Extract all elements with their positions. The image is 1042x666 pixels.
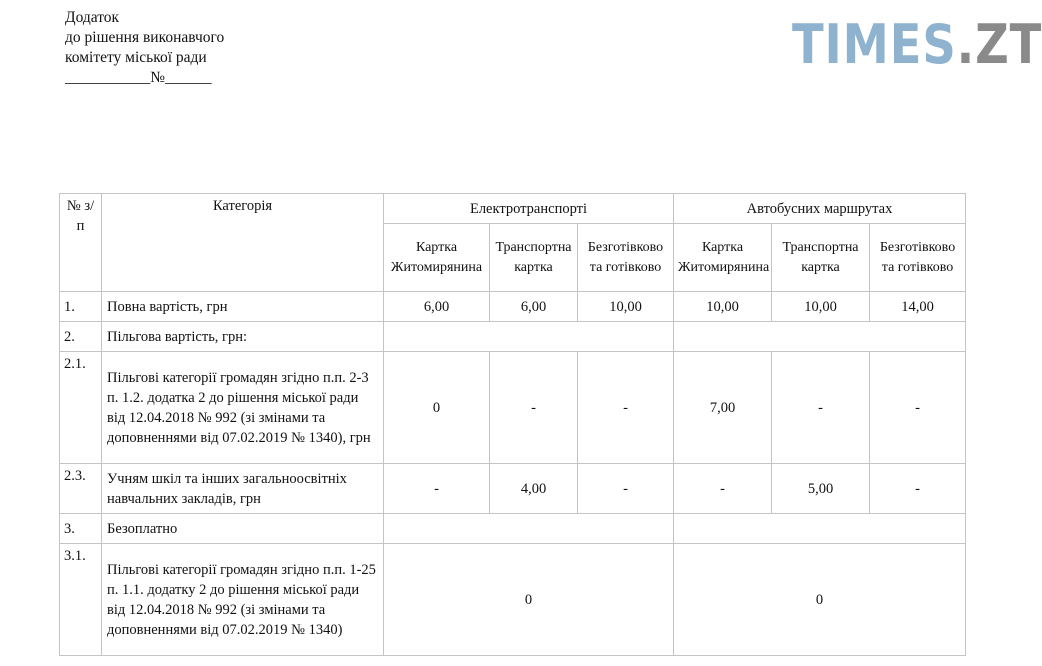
row-value: - <box>490 352 578 464</box>
row-value: 6,00 <box>384 292 490 322</box>
header-category: Категорія <box>102 194 384 292</box>
logo-part-zt: .ZT <box>956 13 1042 76</box>
row-group-value-bus: 0 <box>674 544 966 656</box>
row-value: 5,00 <box>772 464 870 514</box>
table-row <box>60 322 966 352</box>
row-value: - <box>578 352 674 464</box>
appendix-line-3: комітету міської ради <box>65 49 207 66</box>
row-number: 1. <box>60 292 102 322</box>
row-value: 10,00 <box>772 292 870 322</box>
table-row <box>60 544 966 656</box>
row-value: 0 <box>384 352 490 464</box>
row-value: 10,00 <box>674 292 772 322</box>
row-number: 3. <box>60 514 102 544</box>
row-value: - <box>870 352 966 464</box>
row-empty-cell <box>674 322 966 352</box>
fare-table <box>59 193 966 656</box>
subheader-cash-cashless-bus: Безготівково та готівково <box>870 224 966 292</box>
table-row <box>60 464 966 514</box>
row-value: - <box>674 464 772 514</box>
row-value: 7,00 <box>674 352 772 464</box>
row-number: 2.1. <box>60 352 102 464</box>
row-value: 6,00 <box>490 292 578 322</box>
row-value: - <box>384 464 490 514</box>
subheader-zhytomyr-card-electric: Картка Житомирянина <box>384 224 490 292</box>
table-row <box>60 292 966 322</box>
times-zt-logo <box>792 14 1042 76</box>
row-value: - <box>870 464 966 514</box>
row-value: - <box>578 464 674 514</box>
table-row <box>60 352 966 464</box>
appendix-line-2: до рішення виконавчого <box>65 29 225 46</box>
row-empty-cell <box>674 514 966 544</box>
row-group-value-electric: 0 <box>384 544 674 656</box>
row-category: Повна вартість, грн <box>102 292 384 322</box>
row-value: 14,00 <box>870 292 966 322</box>
header-electric-transport: Електротранспорті <box>384 194 674 224</box>
table-row <box>60 514 966 544</box>
logo-part-times: TIMES <box>792 13 957 76</box>
appendix-line-4: ___________№______ <box>65 69 212 86</box>
row-value: 10,00 <box>578 292 674 322</box>
header-number: № з/п <box>60 194 102 292</box>
row-category: Пільгова вартість, грн: <box>102 322 384 352</box>
row-empty-cell <box>384 322 674 352</box>
row-category: Безоплатно <box>102 514 384 544</box>
row-number: 3.1. <box>60 544 102 656</box>
subheader-transport-card-electric: Транспортна картка <box>490 224 578 292</box>
row-number: 2.3. <box>60 464 102 514</box>
appendix-line-1: Додаток <box>65 9 120 26</box>
subheader-zhytomyr-card-bus: Картка Житомирянина <box>674 224 772 292</box>
row-value: 4,00 <box>490 464 578 514</box>
row-category: Пільгові категорії громадян згідно п.п. 2-3 п. 1.2. додатка 2 до рішення міської ради від 12.04.2018 № 992 (зі змінами та доповненнями від 07.02.2019 № 1340), грн <box>102 352 384 464</box>
row-value: - <box>772 352 870 464</box>
subheader-cash-cashless-electric: Безготівково та готівково <box>578 224 674 292</box>
subheader-transport-card-bus: Транспортна картка <box>772 224 870 292</box>
row-category: Пільгові категорії громадян згідно п.п. 1-25 п. 1.1. додатку 2 до рішення міської ради від 12.04.2018 № 992 (зі змінами та доповненнями від 07.02.2019 № 1340) <box>102 544 384 656</box>
row-empty-cell <box>384 514 674 544</box>
row-number: 2. <box>60 322 102 352</box>
row-category: Учням шкіл та інших загальноосвітніх навчальних закладів, грн <box>102 464 384 514</box>
header-bus-routes: Автобусних маршрутах <box>674 194 966 224</box>
decision-appendix-note <box>65 8 224 88</box>
